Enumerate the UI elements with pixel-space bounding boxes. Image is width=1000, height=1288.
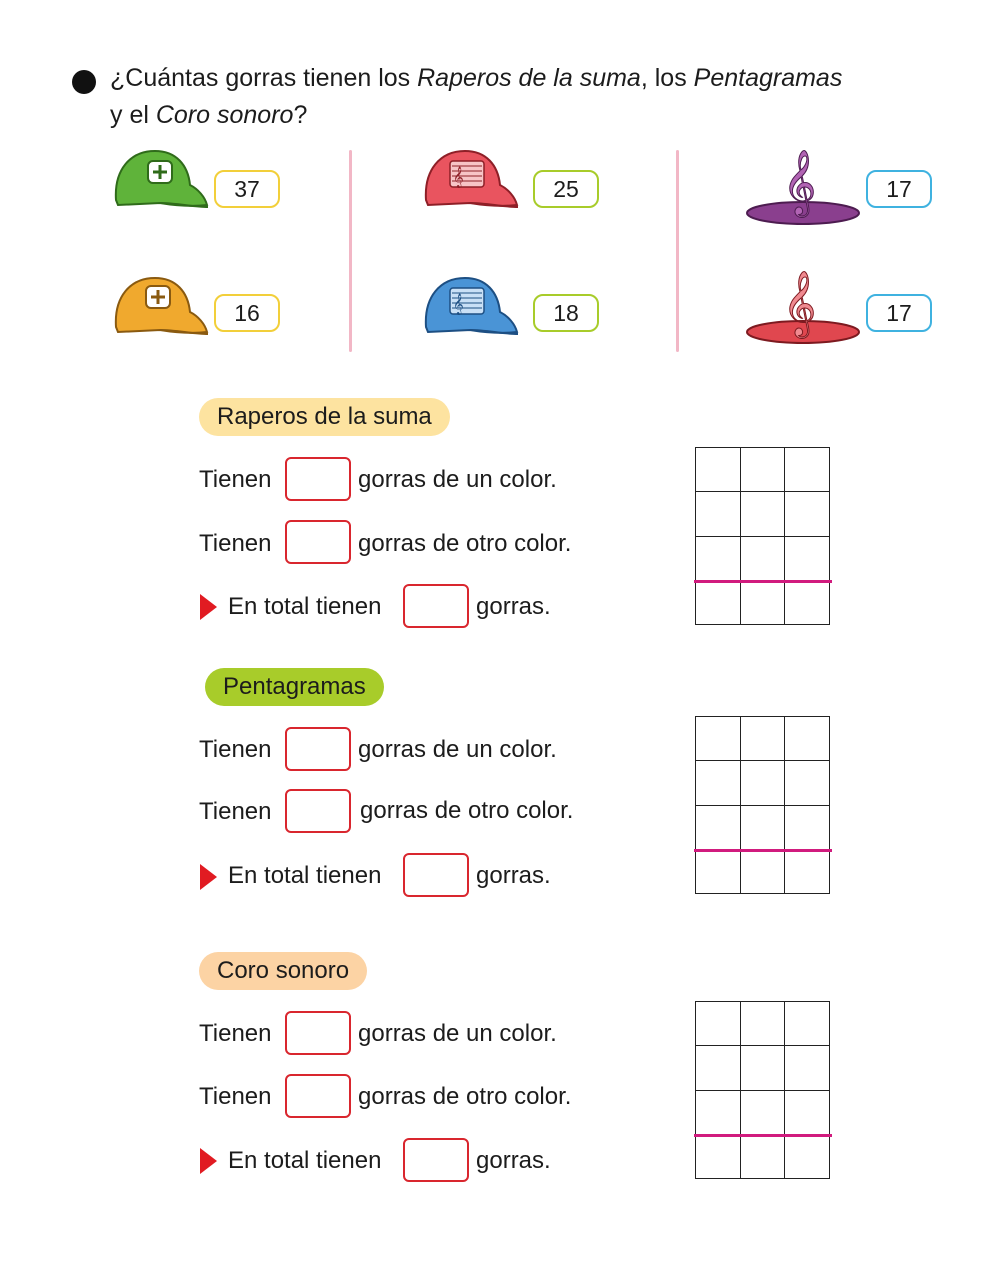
svg-text:𝄞: 𝄞 <box>453 294 464 315</box>
s2-arrow-icon <box>200 864 217 890</box>
s3-answer-one-color[interactable] <box>285 1011 351 1055</box>
s3-line2-suffix: gorras de otro color. <box>358 1083 572 1110</box>
s3-answer-total[interactable] <box>403 1138 469 1182</box>
s1-line1-tienen: Tienen <box>199 466 272 493</box>
section-tag-pentagramas: Pentagramas <box>205 668 384 706</box>
green-cap-plus-icon <box>110 145 210 225</box>
svg-text:𝄞: 𝄞 <box>783 150 817 215</box>
orange-cap-plus-icon <box>110 272 210 352</box>
s1-total-suffix: gorras. <box>476 593 551 620</box>
red-hat-treble-clef-icon <box>745 262 865 357</box>
s2-line2-tienen: Tienen <box>199 798 272 825</box>
s1-arrow-icon <box>200 594 217 620</box>
divider-left <box>349 150 352 352</box>
s1-addition-grid[interactable] <box>695 447 830 625</box>
count-green-cap: 37 <box>214 170 280 208</box>
s1-answer-one-color[interactable] <box>285 457 351 501</box>
red-cap-staff-icon <box>420 145 520 225</box>
svg-text:𝄞: 𝄞 <box>783 271 817 336</box>
question-text: ¿Cuántas gorras tienen los Raperos de la suma, los Pentagramas y el Coro sonoro? <box>110 64 843 129</box>
s1-line2-tienen: Tienen <box>199 530 272 557</box>
s3-total-prefix: En total tienen <box>228 1147 382 1174</box>
s2-total-suffix: gorras. <box>476 862 551 889</box>
count-blue-cap: 18 <box>533 294 599 332</box>
s1-line2-suffix: gorras de otro color. <box>358 530 572 557</box>
s2-sum-line <box>694 849 832 852</box>
s2-line1-suffix: gorras de un color. <box>358 736 557 763</box>
s3-sum-line <box>694 1134 832 1137</box>
s3-answer-other-color[interactable] <box>285 1074 351 1118</box>
s2-answer-total[interactable] <box>403 853 469 897</box>
s2-answer-other-color[interactable] <box>285 789 351 833</box>
s2-answer-one-color[interactable] <box>285 727 351 771</box>
purple-hat-treble-clef-icon <box>745 135 865 230</box>
s3-line1-suffix: gorras de un color. <box>358 1020 557 1047</box>
s3-arrow-icon <box>200 1148 217 1174</box>
s3-addition-grid[interactable] <box>695 1001 830 1179</box>
count-red-cap: 25 <box>533 170 599 208</box>
s3-line2-tienen: Tienen <box>199 1083 272 1110</box>
s1-sum-line <box>694 580 832 583</box>
s2-addition-grid[interactable] <box>695 716 830 894</box>
count-purple-hat: 17 <box>866 170 932 208</box>
s1-line1-suffix: gorras de un color. <box>358 466 557 493</box>
count-red-hat: 17 <box>866 294 932 332</box>
count-orange-cap: 16 <box>214 294 280 332</box>
blue-cap-staff-icon <box>420 272 520 352</box>
s1-total-prefix: En total tienen <box>228 593 382 620</box>
s2-line1-tienen: Tienen <box>199 736 272 763</box>
divider-right <box>676 150 679 352</box>
svg-text:𝄞: 𝄞 <box>453 167 464 188</box>
s3-line1-tienen: Tienen <box>199 1020 272 1047</box>
s2-total-prefix: En total tienen <box>228 862 382 889</box>
s1-answer-total[interactable] <box>403 584 469 628</box>
s1-answer-other-color[interactable] <box>285 520 351 564</box>
question-bullet <box>72 70 96 94</box>
s3-total-suffix: gorras. <box>476 1147 551 1174</box>
section-tag-raperos: Raperos de la suma <box>199 398 450 436</box>
section-tag-coro-sonoro: Coro sonoro <box>199 952 367 990</box>
s2-line2-suffix: gorras de otro color. <box>360 797 574 824</box>
